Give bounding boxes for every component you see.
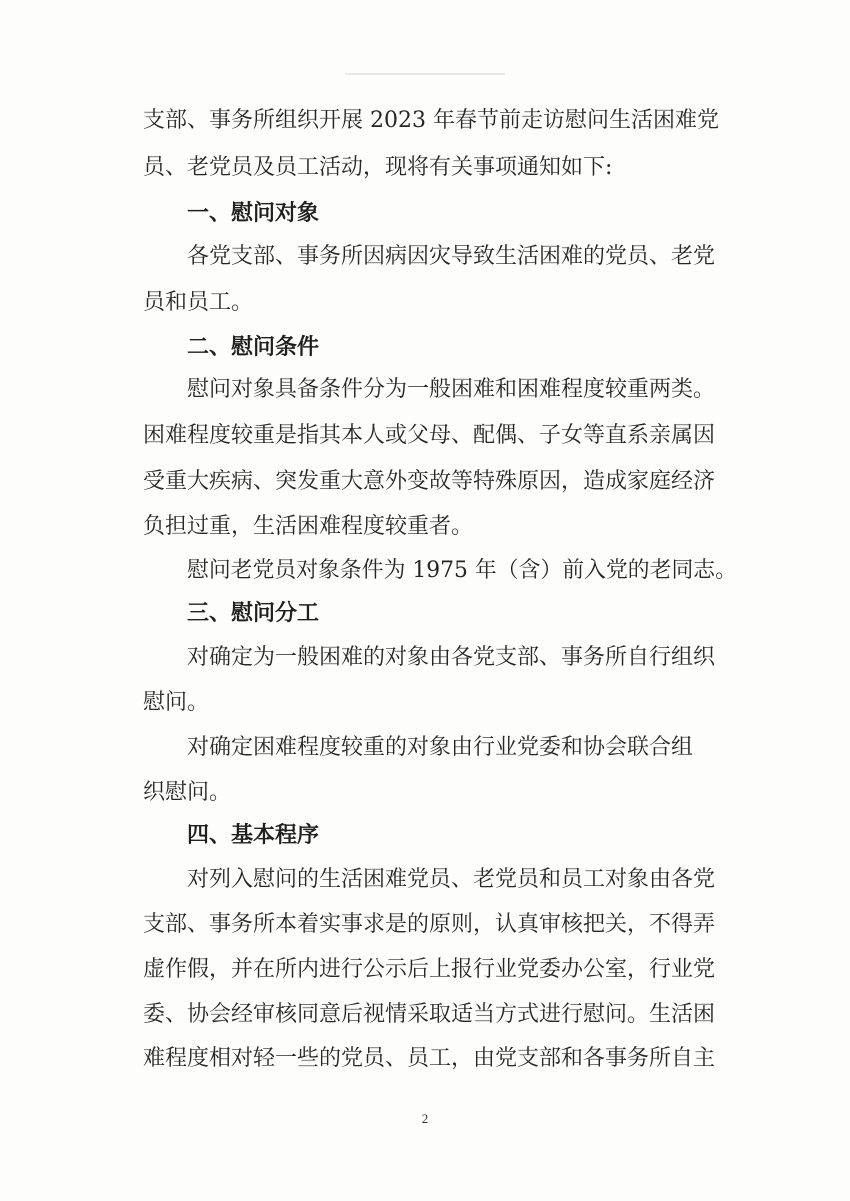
section-heading-2: 二、慰问条件 <box>187 335 320 360</box>
section2-p2-line-1: 慰问老党员对象条件为 1975 年（含）前入党的老同志。 <box>187 558 737 583</box>
section3-p2-line-1: 对确定困难程度较重的对象由行业党委和协会联合组 <box>187 735 694 760</box>
section4-p1-line-1: 对列入慰问的生活困难党员、老党员和员工对象由各党 <box>187 867 716 892</box>
section3-p2-line-2: 织慰问。 <box>143 780 232 805</box>
intro-line-1: 支部、事务所组织开展 2023 年春节前走访慰问生活困难党 <box>143 108 719 133</box>
section4-p1-line-3: 虚作假，并在所内进行公示后上报行业党委办公室，行业党 <box>143 957 716 982</box>
section-heading-4: 四、基本程序 <box>187 823 320 848</box>
section2-p1-line-2: 困难程度较重是指其本人或父母、配偶、子女等直系亲属因 <box>143 423 716 448</box>
section2-p1-line-3: 受重大疾病、突发重大意外变故等特殊原因，造成家庭经济 <box>143 469 716 494</box>
intro-line-2: 员、老党员及员工活动，现将有关事项通知如下: <box>143 155 613 180</box>
section1-line-2: 员和员工。 <box>143 290 254 315</box>
section-heading-1: 一、慰问对象 <box>187 201 320 226</box>
section3-p1-line-1: 对确定为一般困难的对象由各党支部、事务所自行组织 <box>187 645 716 670</box>
section3-p1-line-2: 慰问。 <box>143 690 210 715</box>
section2-p1-line-1: 慰问对象具备条件分为一般困难和困难程度较重两类。 <box>187 377 716 402</box>
section2-p1-line-4: 负担过重，生活困难程度较重者。 <box>143 514 474 539</box>
section4-p1-line-5: 难程度相对轻一些的党员、员工，由党支部和各事务所自主 <box>143 1046 716 1071</box>
scan-artifact <box>345 73 505 75</box>
section1-line-1: 各党支部、事务所因病因灾导致生活困难的党员、老党 <box>187 244 716 269</box>
page-number: 2 <box>421 1111 429 1126</box>
section4-p1-line-4: 委、协会经审核同意后视情采取适当方式进行慰问。生活困 <box>143 1002 716 1027</box>
section4-p1-line-2: 支部、事务所本着实事求是的原则，认真审核把关，不得弄 <box>143 912 716 937</box>
section-heading-3: 三、慰问分工 <box>187 601 320 626</box>
